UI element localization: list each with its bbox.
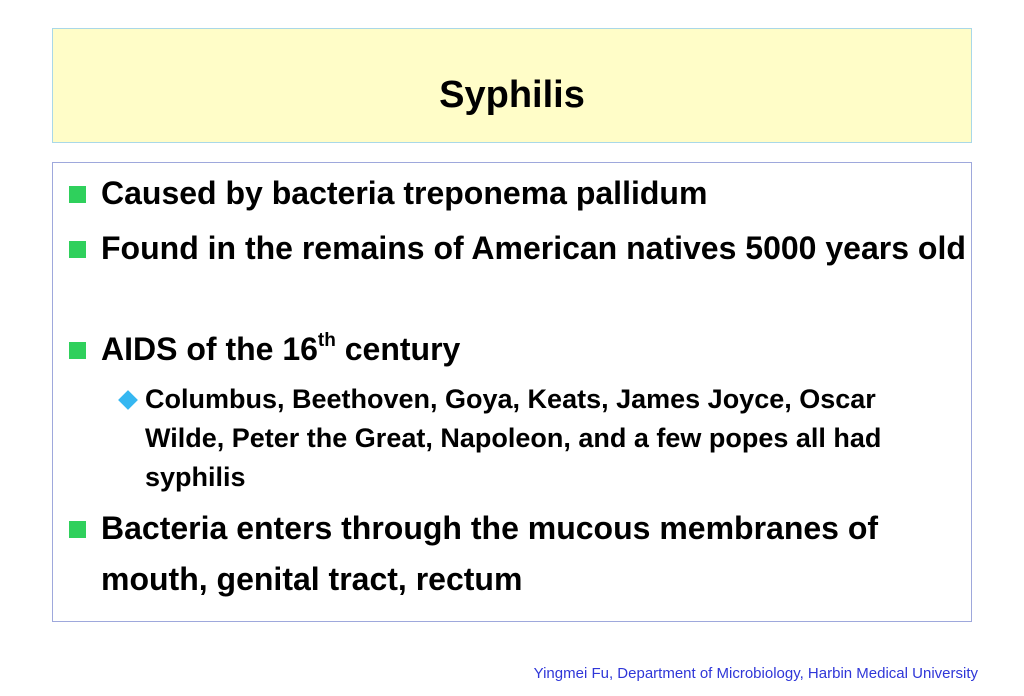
- superscript-th: th: [317, 330, 336, 352]
- title-box: [52, 28, 972, 143]
- bullet-text: Found in the remains of American natives 5000 years old: [101, 230, 966, 266]
- square-bullet-icon: [69, 186, 86, 203]
- bullet-text-end: century: [335, 331, 461, 367]
- bullet-item-cause: [101, 168, 971, 219]
- content-box: [52, 162, 972, 622]
- square-bullet-icon: [69, 241, 86, 258]
- sub-bullet-text: Columbus, Beethoven, Goya, Keats, James Joyce, Oscar Wilde, Peter the Great, Napoleon, and a few popes all had syphilis: [145, 384, 882, 492]
- diamond-bullet-icon: [118, 390, 138, 410]
- sub-bullet-item-famous: [145, 380, 957, 497]
- bullet-text: Bacteria enters through the mucous membranes of mouth, genital tract, rectum: [101, 510, 879, 597]
- bullet-text-main: AIDS of the 16: [101, 331, 318, 367]
- bullet-text: [101, 324, 971, 375]
- square-bullet-icon: [69, 342, 86, 359]
- bullet-item-aids: [101, 324, 971, 375]
- bullet-item-entry: [101, 503, 971, 605]
- square-bullet-icon: [69, 521, 86, 538]
- footer-credit: Yingmei Fu, Department of Microbiology, Harbin Medical University: [533, 665, 978, 682]
- slide-title: Syphilis: [439, 74, 585, 116]
- bullet-item-found: [101, 223, 971, 274]
- bullet-text: Caused by bacteria treponema pallidum: [101, 175, 708, 211]
